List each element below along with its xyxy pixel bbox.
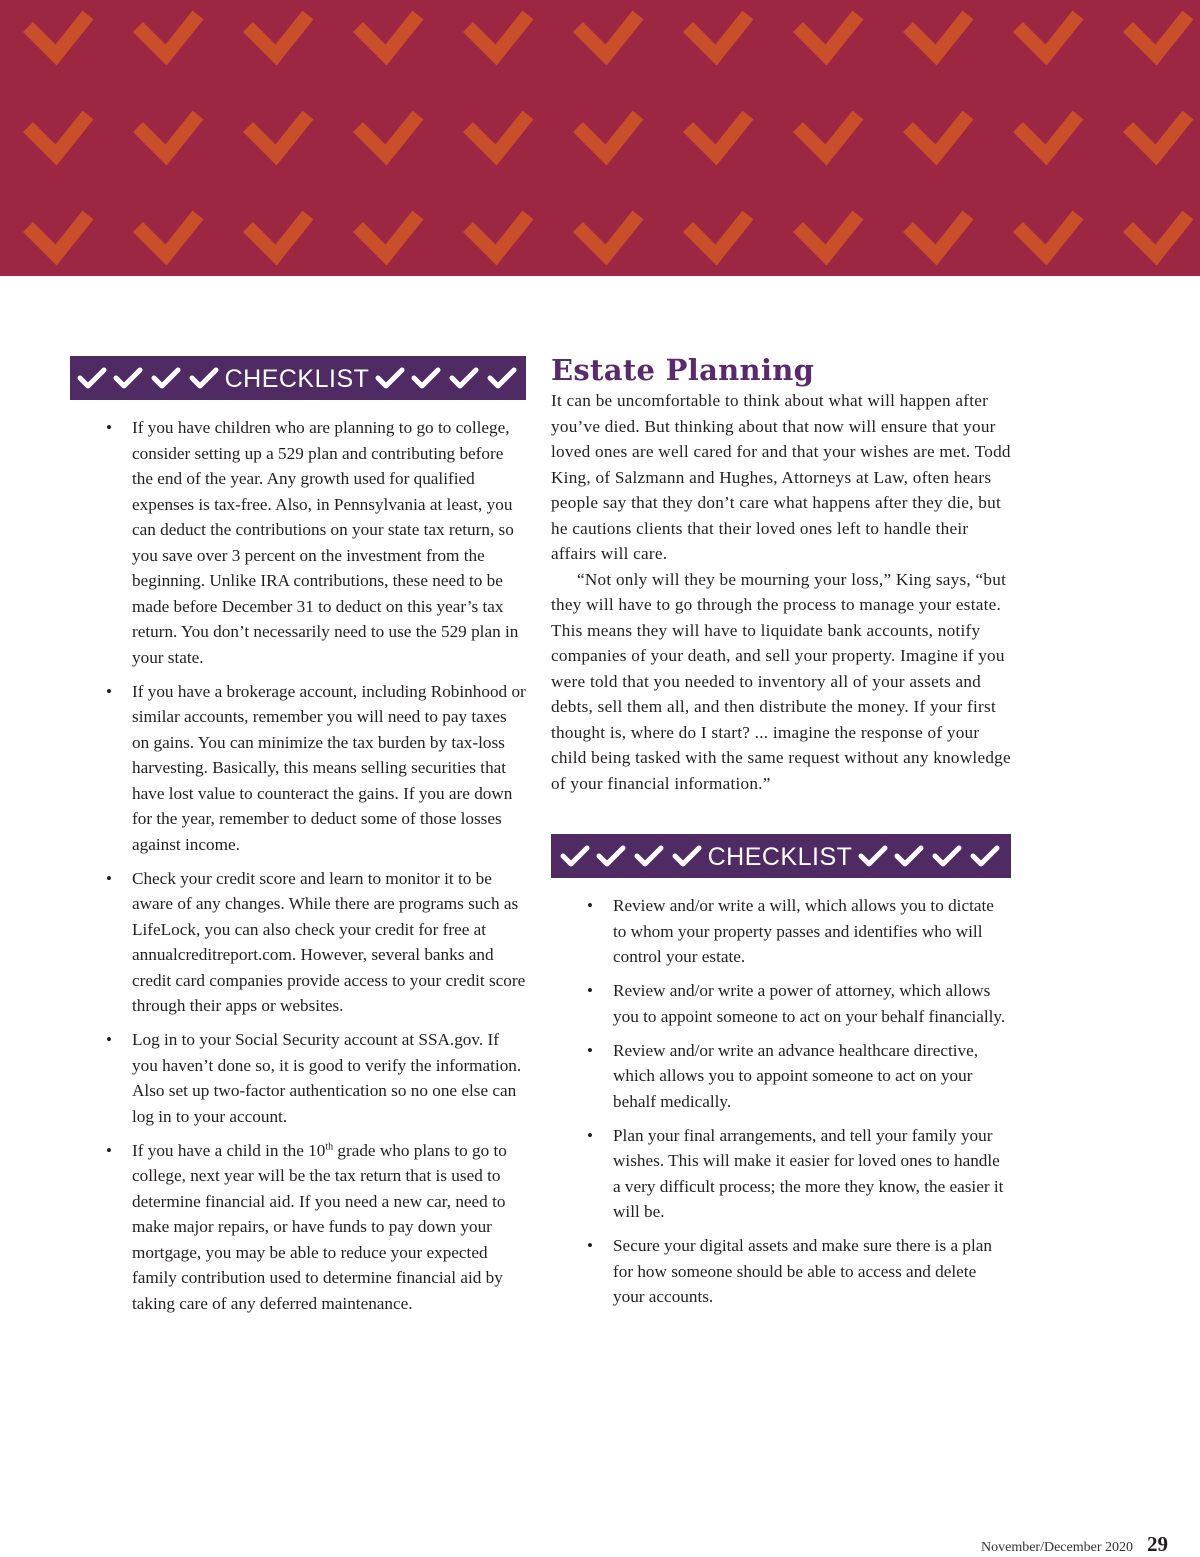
section-title: Estate Planning [551,353,815,387]
paragraph: “Not only will they be mourning your loss,” King says, “but they will have to go through the process to manage your estate. This means they will have to liquidate bank accounts, notify companies of your death, and sell your property. Imagine if you were told that you needed to inventory all of your assets and debts, sell them all, and then distribute the money. If your first thought is, where do I start? ... imagine the response of your child being tasked with the same request without any knowledge of your financial information.” [551,569,1011,793]
checkmark-icon [443,367,481,389]
superscript: th [325,1140,334,1152]
list-item [70,1138,526,1317]
checklist-items [551,893,1011,1310]
list-item-text: If you have a child in the 10 [132,1140,326,1160]
list-item: • If you have children who are planning to go to college, consider setting up a 529 plan and contributing before the end of the year. Any growth used for qualified expenses is tax-free. Also, in Pennsylvania at least, you can deduct the contributions on your state tax return, so you save over 3 percent on the investment from the beginning. Unlike IRA contributions, these need to be made before December 31 to deduct on this year’s tax return. You don’t necessarily need to use the 529 plan in your state. [70,415,526,670]
checklist-items [70,415,526,1316]
checkmark-icon [358,15,418,55]
checkmark-icon [468,115,528,155]
article-body [551,388,1011,796]
checkmark-icon [688,215,748,255]
checkmark-icon [590,845,628,867]
page-number: 29 [1147,1532,1168,1556]
checkmark-icon [1018,15,1078,55]
checkmark-icon [908,15,968,55]
checkmark-icon [28,15,88,55]
checkmark-icon [468,15,528,55]
list-item: • Review and/or write an advance healthcare directive, which allows you to appoint someone to act on your behalf medically. [551,1038,1011,1115]
checkmark-icon [248,215,308,255]
list-item: • If you have a brokerage account, including Robinhood or similar accounts, remember you will need to pay taxes on gains. You can minimize the tax burden by tax-loss harvesting. Basically, this means selling securities that have lost value to counteract the gains. If you are down for the year, remember to deduct some of those losses against income. [70,679,526,858]
checkmark-icon [628,845,666,867]
checkmark-icon [138,115,198,155]
checkmark-icon [358,215,418,255]
list-item: • Review and/or write a will, which allows you to dictate to whom your property passes and identifies who will control your estate. [551,893,1011,970]
left-column [70,356,526,1325]
checkmark-icon [28,115,88,155]
checkmark-icon [138,15,198,55]
right-column [551,352,1011,1318]
checkmark-icon [375,367,405,389]
checkmark-icon [560,845,590,867]
checkmark-icon [688,15,748,55]
checkmark-icon [1128,215,1188,255]
checklist-title: CHECKLIST [224,364,370,393]
issue-date: November/December 2020 [981,1540,1133,1555]
list-item: • Check your credit score and learn to monitor it to be aware of any changes. While there are programs such as LifeLock, you can also check your credit for free at annualcreditreport.com. However, several banks and credit card companies provide access to your credit score through their apps or websites. [70,866,526,1019]
checkmark-icon [888,845,926,867]
checkmark-icon [798,215,858,255]
checklist-header [551,834,1011,878]
checkmark-icon [798,15,858,55]
checkmark-icon [688,115,748,155]
checkmark-icon [666,845,704,867]
checkmark-icon [908,115,968,155]
checkmark-icon [578,115,638,155]
checkmark-icon [1128,115,1188,155]
checkmark-icon [798,115,858,155]
checkmark-icon [964,845,1002,867]
checkmark-icon [145,367,183,389]
checkmark-icon [28,215,88,255]
paragraph: It can be uncomfortable to think about what will happen after you’ve died. But thinking about that now will ensure that your loved ones are well cared for and that your wishes are met. Todd King, of Salzmann and Hughes, Attorneys at Law, often hears people say that they don’t care what happens after they die, but he cautions clients that their loved ones left to handle their affairs will care. [551,391,1011,563]
checkmark-icon [1018,215,1078,255]
checkmark-icon [908,215,968,255]
list-item: • Plan your final arrangements, and tell your family your wishes. This will make it easier for loved ones to handle a very difficult process; the more they know, the easier it will be. [551,1123,1011,1225]
checkmark-icon [248,115,308,155]
list-item: • Review and/or write a power of attorney, which allows you to appoint someone to act on your behalf financially. [551,978,1011,1029]
checklist-header [70,356,526,400]
checkmark-icon [578,15,638,55]
checkmark-icon [77,367,107,389]
checkmark-icon [468,215,528,255]
checkmark-icon [578,215,638,255]
checkmark-icon [1128,15,1188,55]
checkmark-icon [358,115,418,155]
checkmark-icon [481,367,519,389]
list-item: • Log in to your Social Security account at SSA.gov. If you haven’t done so, it is good to verify the information. Also set up two-factor authentication so no one else can log in to your account. [70,1027,526,1129]
list-item-text: grade who plans to go to college, next year will be the tax return that is used to determine financial aid. If you need a new car, need to make major repairs, or have funds to pay down your mortgage, you may be able to reduce your expected family contribution used to determine financial aid by taking care of any deferred maintenance. [132,1140,507,1313]
checkmark-icon [926,845,964,867]
page-footer [981,1532,1168,1557]
checkmark-icon [405,367,443,389]
list-item: • Secure your digital assets and make sure there is a plan for how someone should be able to access and delete your accounts. [551,1233,1011,1310]
checkmark-icon [248,15,308,55]
checkmark-icon [183,367,221,389]
checklist-title: CHECKLIST [707,842,853,871]
checkmark-icon [858,845,888,867]
decorative-banner [0,0,1200,276]
checkmark-icon [138,215,198,255]
checkmark-icon [107,367,145,389]
checkmark-icon [1018,115,1078,155]
checkmark-pattern [0,0,1200,276]
